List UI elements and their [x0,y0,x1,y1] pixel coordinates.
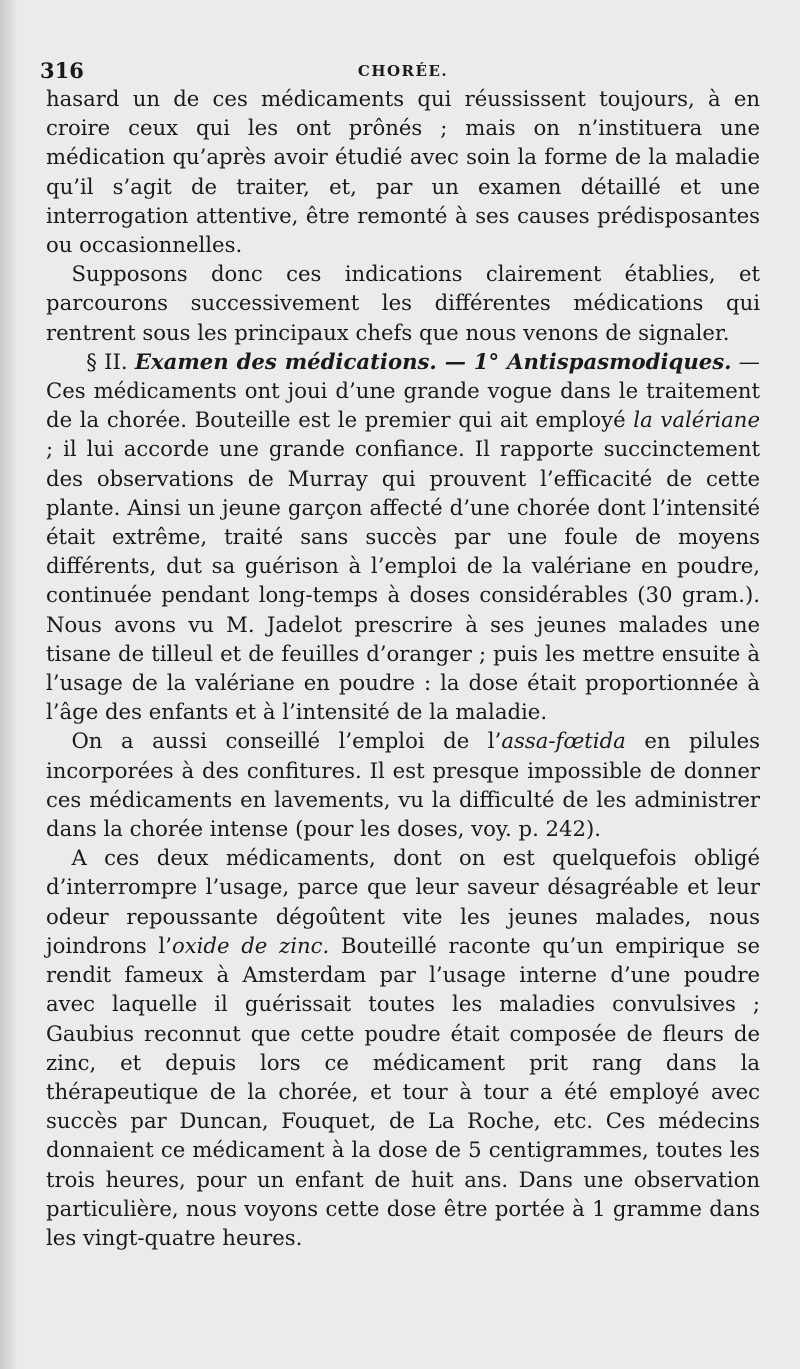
paragraph-text: ; il lui accorde une grande confiance. Il rapporte succinctement des observations de Murray qui prouvent l’efficacité de cette plante. Ainsi un jeune garçon affecté d’une chorée dont l’intensité était extrême, traité sans succès par une foule de moyens différents, dut sa guérison à l’emploi de la valériane en poudre, continuée pendant long-temps à doses considérables (30 gram.). Nous avons vu M. Jadelot prescrire à ses jeunes malades une tisane de tilleul et de feuilles d’oranger ; puis les mettre ensuite à l’usage de la valériane en poudre : la dose était proportionnée à l’âge des enfants et à l’intensité de la maladie. [46,436,760,725]
paragraph-text: — Ces médicaments ont joui d’une grande vogue dans le traitement de la chorée. Bouteille est le premier qui ait employé [46,348,760,433]
paragraph-text: Supposons donc ces indications clairement établies, et parcourons successivement les différentes médications qui rentrent sous les principaux chefs que nous venons de signaler. [46,261,760,345]
paragraph-section-ii [46,347,760,727]
paragraph-text: en pilules incorporées à des confitures. Il est presque impossible de donner ces médicaments en lavements, vu la difficulté de les administrer dans la chorée intense (pour les doses, voy. p. 242). [46,728,761,842]
body-text [46,84,760,1252]
italic-term-assa-foetida: assa-fœtida [501,728,626,754]
paragraph-oxide-de-zinc [46,843,760,1252]
paragraph-text: On a aussi conseillé l’emploi de l’ [71,728,502,754]
paragraph-assa-foetida [46,726,760,843]
paragraph-text: A ces deux médicaments, dont on est quelquefois obligé d’interrompre l’usage, parce que leur saveur désagréable et leur odeur repoussante dégoûtent vite les jeunes malades, nous joindrons l’ [46,845,760,958]
section-title: Examen des médications. — 1° Antispasmodiques. [134,348,732,374]
page-number: 316 [40,58,84,83]
section-label: § II. [86,348,128,374]
paragraph-indications [46,259,760,347]
paragraph-text: Bouteillé raconte qu’un empirique se rendit fameux à Amsterdam par l’usage interne d’une poudre avec laquelle il guérissait toutes les maladies convulsives ; Gaubius reconnut que cette poudre était composée de fleurs de zinc, et depuis lors ce médicament prit rang dans la thérapeutique de la chorée, et tour à tour a été employé avec succès par Duncan, Fouquet, de La Roche, etc. Ces médecins donnaient ce médicament à la dose de 5 centigrammes, toutes les trois heures, pour un enfant de huit ans. Dans une observation particulière, nous voyons cette dose être portée à 1 gramme dans les vingt-quatre heures. [46,932,761,1250]
italic-term-oxide-de-zinc: oxide de zinc. [171,932,330,958]
running-title: CHORÉE. [357,62,449,80]
running-head [40,52,760,83]
paragraph-continuation [46,84,760,259]
paragraph-text: hasard un de ces médicaments qui réussissent toujours, à en croire ceux qui les ont prônés ; mais on n’instituera une médication qu’après avoir étudié avec soin la forme de la maladie qu’il s’agit de traiter, et, par un examen détaillé et une interrogation attentive, être remonté à ses causes prédisposantes ou occasionnelles. [46,86,760,258]
italic-term-valeriane: la valériane [633,407,760,433]
